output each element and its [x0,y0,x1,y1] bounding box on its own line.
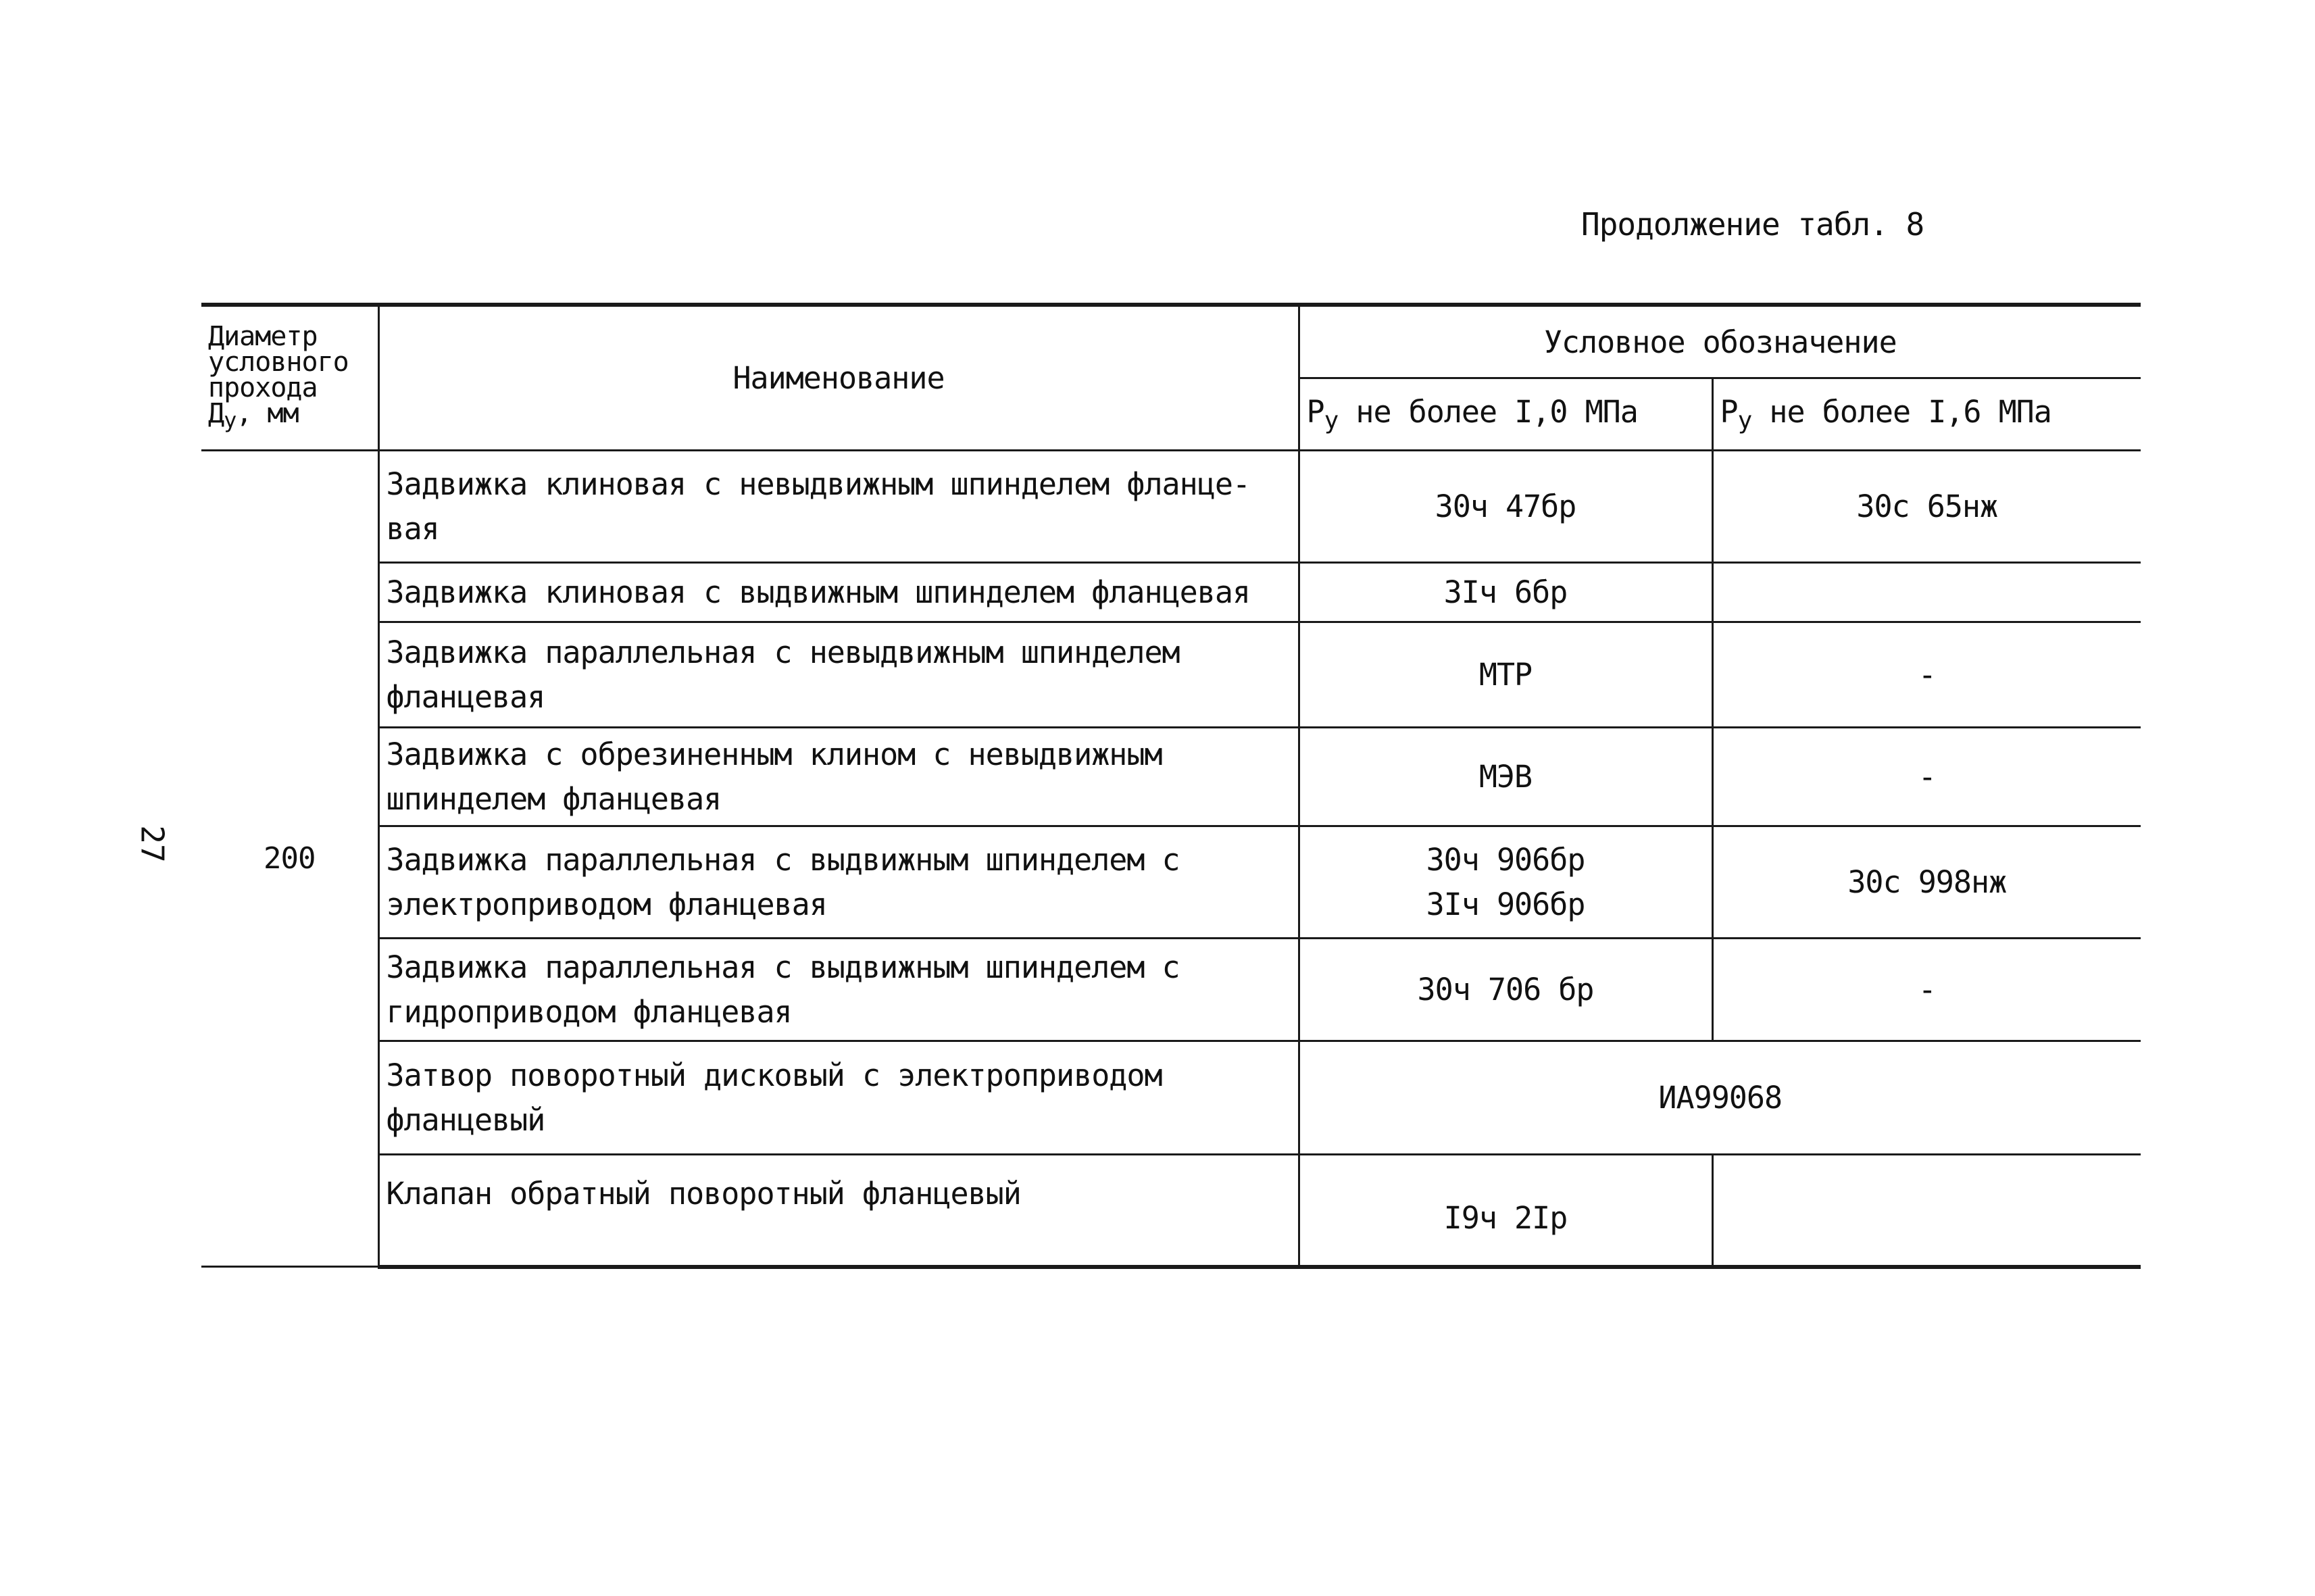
row-name: Клапан обратный поворотный фланцевый [378,1155,1299,1267]
header-diameter-line1: Диаметр [208,320,318,352]
code-p16 [1712,826,2141,939]
code-value: 30ч 706 бр [1417,971,1594,1007]
code-value: ИА99068 [1658,1079,1783,1116]
row-name: Задвижка с обрезиненным клином с невыдвижным шпинделем фланцевая [378,728,1299,826]
row-name: Задвижка параллельная с выдвижным шпинделем с гидроприводом фланцевая [378,939,1299,1041]
row-name: Задвижка клиновая с невыдвижным шпинделем фланце-вая [378,451,1299,563]
code-p10 [1299,939,1712,1041]
header-pressure-1-symbol: Р [1306,394,1324,430]
code-p10 [1299,563,1712,622]
code-p10 [1299,728,1712,826]
code-value: МЭВ [1478,758,1533,795]
table-row [201,622,2141,728]
code-value: 30ч 47бр [1435,488,1576,524]
code-merged [1299,1041,2141,1155]
code-value: - [1918,758,1936,795]
code-value: I9ч 2Iр [1443,1199,1568,1236]
header-pressure-1 [1299,378,1712,451]
code-value: МТР [1478,656,1533,693]
code-value: 30ч 906бр [1426,841,1585,878]
table-row [201,451,2141,563]
code-p16 [1712,939,2141,1041]
table-row [201,1041,2141,1155]
code-p16 [1712,622,2141,728]
code-value: - [1918,971,1936,1007]
code-p10 [1299,451,1712,563]
code-p10 [1299,622,1712,728]
header-diameter-line2: условного [208,346,349,378]
header-pressure-2-text: не более I,6 МПа [1751,394,2051,430]
code-p10 [1299,826,1712,939]
header-pressure-1-subscript: у [1324,407,1339,434]
header-pressure-2 [1712,378,2141,451]
header-diameter-unit: , мм [236,397,299,429]
table-row [201,1155,2141,1267]
code-value: 30с 65нж [1856,488,1998,524]
header-pressure-2-subscript: у [1737,407,1752,434]
row-name: Задвижка клиновая с выдвижным шпинделем фланцевая [378,563,1299,622]
table-row [201,826,2141,939]
page-number: 27 [134,825,171,863]
row-name: Затвор поворотный дисковый с электроприводом фланцевый [378,1041,1299,1155]
code-p16 [1712,728,2141,826]
code-value: 3Iч 6бр [1443,574,1568,610]
code-p16 [1712,1155,2141,1267]
valve-designation-table [201,303,2141,1269]
header-diameter-line4 [208,397,371,433]
header-row-1 [201,305,2141,378]
table-caption: Продолжение табл. 8 [1581,206,1924,243]
diameter-value: 200 [201,451,378,1267]
header-pressure-1-text: не более I,0 МПа [1338,394,1638,430]
header-diameter-symbol: Д [208,397,224,429]
code-value: 3Iч 906бр [1426,886,1585,922]
row-name: Задвижка параллельная с невыдвижным шпинделем фланцевая [378,622,1299,728]
code-p16 [1712,451,2141,563]
header-diameter-subscript: у [224,407,237,433]
table-row [201,563,2141,622]
code-p10 [1299,1155,1712,1267]
header-diameter [201,305,378,451]
header-diameter-line3: прохода [208,372,318,403]
code-value: 30с 998нж [1847,864,2007,900]
code-p16 [1712,563,2141,622]
row-name: Задвижка параллельная с выдвижным шпинделем с электроприводом фланцевая [378,826,1299,939]
header-pressure-2-symbol: Р [1720,394,1738,430]
header-name: Наименование [378,305,1299,451]
table-row [201,939,2141,1041]
code-value: - [1918,656,1936,693]
table-row [201,728,2141,826]
header-designation: Условное обозначение [1299,305,2141,378]
